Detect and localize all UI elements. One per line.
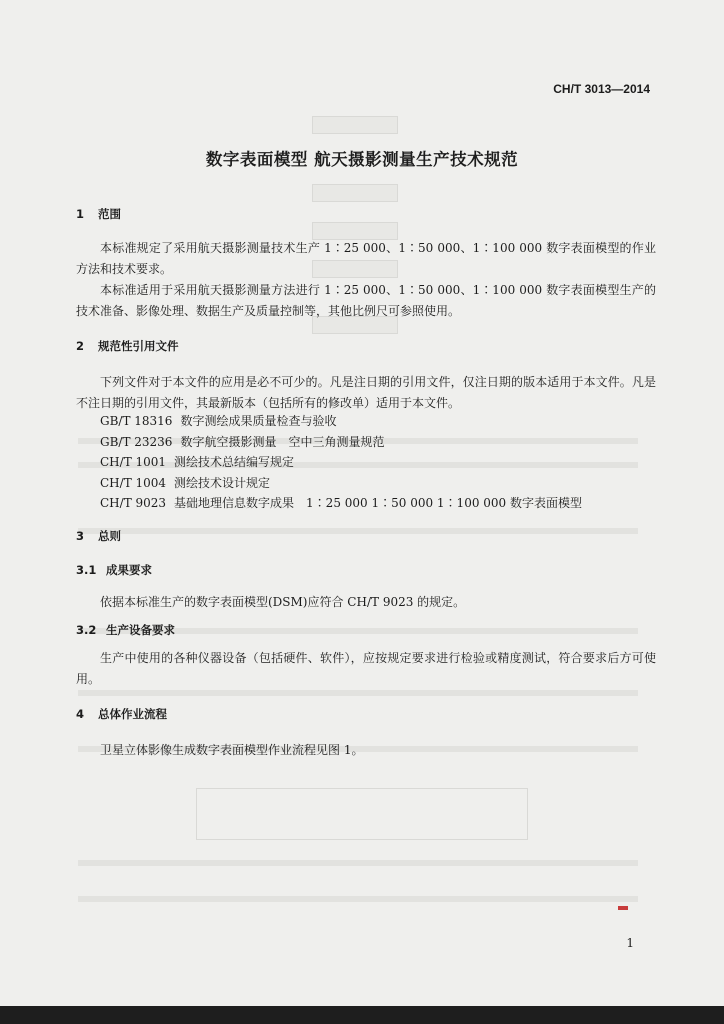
reference-list [100,411,582,514]
subsection-title: 成果要求 [106,563,152,577]
standard-code: CH/T 3013—2014 [553,82,650,96]
equipment-requirement-text: 生产中使用的各种仪器设备（包括硬件、软件），应按规定要求进行检验或精度测试，符合要求后方可使用。 [76,651,656,686]
bleed-through-line [78,860,638,866]
subsection-number: 3.1 [76,563,97,577]
reference-item [100,411,582,432]
section-title: 范围 [98,207,121,221]
reference-title: 基础地理信息数字成果 1∶25 000 1∶50 000 1∶100 000 数字表面模型 [174,496,582,510]
reference-code: CH/T 1004 [100,475,167,490]
workflow-text: 卫星立体影像生成数字表面模型作业流程见图 1。 [100,743,364,757]
red-mark [618,906,628,910]
section-heading-normative-refs [76,338,179,354]
reference-title: 测绘技术设计规定 [174,475,271,490]
document-title: 数字表面模型 航天摄影测量生产技术规范 [205,150,519,169]
subsection-number: 3.2 [76,623,97,637]
section-heading-scope [76,206,121,222]
section-number: 1 [76,207,85,221]
bleed-through-line [78,690,638,696]
bleed-through-line [78,528,638,534]
section-title: 规范性引用文件 [98,339,179,353]
reference-code: CH/T 1001 [100,455,167,469]
results-requirement-text: 依据本标准生产的数字表面模型(DSM)应符合 CH/T 9023 的规定。 [100,595,466,609]
scope-paragraph-1: 本标准规定了采用航天摄影测量技术生产 1∶25 000、1∶50 000、1∶100 000 数字表面模型的作业方法和技术要求。 [76,241,656,276]
reference-code: GB/T 23236 [100,434,173,449]
reference-title: 数字测绘成果质量检查与验收 [180,414,337,428]
section-title: 总体作业流程 [98,707,167,721]
section-heading-workflow [76,706,167,722]
reference-item [100,452,582,473]
bleed-through-box [312,184,398,202]
reference-item [100,493,582,514]
bleed-through-box [196,788,528,840]
bleed-through-line [78,896,638,902]
subsection-heading-equipment [76,622,175,638]
reference-code: CH/T 9023 [100,496,167,510]
reference-item [100,473,582,494]
scan-edge [0,1006,724,1024]
section-heading-general [76,528,121,544]
subsection-title: 生产设备要求 [106,623,175,637]
page-number: 1 [626,936,634,950]
reference-title: 数字航空摄影测量 空中三角测量规范 [180,434,385,449]
bleed-through-box [312,116,398,134]
section-number: 2 [76,339,85,353]
reference-title: 测绘技术总结编写规定 [174,455,295,469]
reference-item [100,432,582,453]
section-number: 3 [76,529,85,543]
normative-refs-intro: 下列文件对于本文件的应用是必不可少的。凡是注日期的引用文件，仅注日期的版本适用于本文件。凡是不注日期的引用文件，其最新版本（包括所有的修改单）适用于本文件。 [76,375,656,410]
subsection-heading-results [76,562,152,578]
scope-paragraph-2: 本标准适用于采用航天摄影测量方法进行 1∶25 000、1∶50 000、1∶100 000 数字表面模型生产的技术准备、影像处理、数据生产及质量控制等，其他比例尺可参照使用。 [76,283,656,318]
section-title: 总则 [98,529,121,543]
reference-code: GB/T 18316 [100,414,173,428]
section-number: 4 [76,707,85,721]
